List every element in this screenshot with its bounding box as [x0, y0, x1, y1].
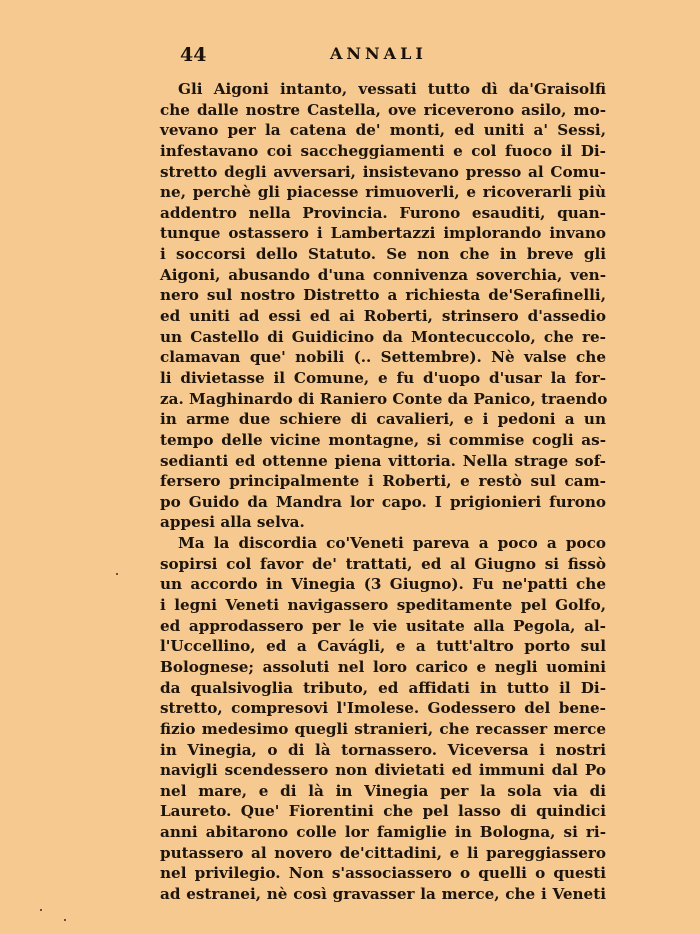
page-header	[180, 44, 600, 68]
text-line: Gli Aigoni intanto, vessati tutto dì da'Graisolfi	[178, 80, 606, 98]
text-line: Aigoni, abusando d'una connivenza soverchia, ven-	[160, 265, 606, 284]
running-head: ANNALI	[330, 44, 427, 63]
ink-speck	[116, 573, 118, 575]
text-line: i legni Veneti navigassero speditamente pel Golfo,	[160, 596, 606, 615]
text-line: stretto, compresovi l'Imolese. Godessero del bene-	[160, 699, 606, 718]
text-line: tunque ostassero i Lambertazzi implorando invano	[160, 224, 606, 243]
text-line: tempo delle vicine montagne, si commise cogli as-	[160, 430, 606, 449]
text-line: sedianti ed ottenne piena vittoria. Nella strage sof-	[160, 451, 606, 470]
text-line: putassero al novero de'cittadini, e li pareggiassero	[160, 843, 606, 862]
text-line: da qualsivoglia tributo, ed affidati in tutto il Di-	[160, 678, 606, 697]
text-line: in arme due schiere di cavalieri, e i pedoni a un	[160, 410, 606, 429]
text-line: i soccorsi dello Statuto. Se non che in breve gli	[160, 245, 606, 264]
text-line: ad estranei, nè così gravasser la merce, che i Veneti	[160, 884, 606, 903]
text-line: ne, perchè gli piacesse rimuoverli, e ricoverarli più	[160, 183, 606, 202]
text-line: fizio medesimo quegli stranieri, che recasser merce	[160, 719, 606, 738]
text-line: che dalle nostre Castella, ove riceverono asilo, mo-	[160, 100, 606, 119]
text-line: appesi alla selva.	[160, 513, 305, 532]
body-text	[160, 79, 606, 905]
text-line: nero sul nostro Distretto a richiesta de'Serafinelli,	[160, 286, 606, 305]
text-line: Ma la discordia co'Veneti pareva a poco a poco	[178, 534, 606, 553]
text-line: in Vinegia, o di là tornassero. Viceversa i nostri	[160, 740, 606, 759]
text-line: Laureto. Que' Fiorentini che pel lasso di quindici	[160, 802, 606, 821]
text-line: Bolognese; assoluti nel loro carico e negli uomini	[160, 657, 606, 676]
text-line: sopirsi col favor de' trattati, ed al Giugno si fissò	[160, 554, 606, 573]
text-line: un accordo in Vinegia (3 Giugno). Fu ne'patti che	[160, 575, 606, 594]
text-line: po Guido da Mandra lor capo. I prigionieri furono	[160, 492, 606, 511]
text-line: li divietasse il Comune, e fu d'uopo d'usar la for-	[160, 368, 606, 387]
text-line: clamavan que' nobili (.. Settembre). Nè valse che	[160, 348, 606, 367]
text-line: ed approdassero per le vie usitate alla Pegola, al-	[160, 616, 606, 635]
text-line: stretto degli avversari, insistevano presso al Comu-	[160, 162, 606, 181]
ink-speck	[40, 909, 42, 911]
text-line: fersero principalmente i Roberti, e restò sul cam-	[160, 472, 606, 491]
text-line: anni abitarono colle lor famiglie in Bologna, si ri-	[160, 823, 606, 842]
ink-speck	[64, 919, 66, 921]
text-line: un Castello di Guidicino da Montecuccolo, che re-	[160, 327, 606, 346]
text-line: infestavano coi saccheggiamenti e col fuoco il Di-	[160, 141, 606, 160]
text-line: nel privilegio. Non s'associassero o quelli o questi	[160, 864, 606, 883]
text-line: nel mare, e di là in Vinegia per la sola via di	[160, 781, 606, 800]
text-line: navigli scendessero non divietati ed immuni dal Po	[160, 761, 606, 780]
page-number: 44	[180, 44, 207, 66]
text-line: l'Uccellino, ed a Cavágli, e a tutt'altro porto sul	[160, 637, 606, 656]
text-line: za. Maghinardo di Raniero Conte da Panico, traendo	[160, 389, 608, 408]
text-line: ed uniti ad essi ed ai Roberti, strinsero d'assedio	[160, 307, 606, 326]
text-line: addentro nella Provincia. Furono esauditi, quan-	[160, 203, 606, 222]
text-line: vevano per la catena de' monti, ed uniti a' Sessi,	[160, 121, 606, 140]
